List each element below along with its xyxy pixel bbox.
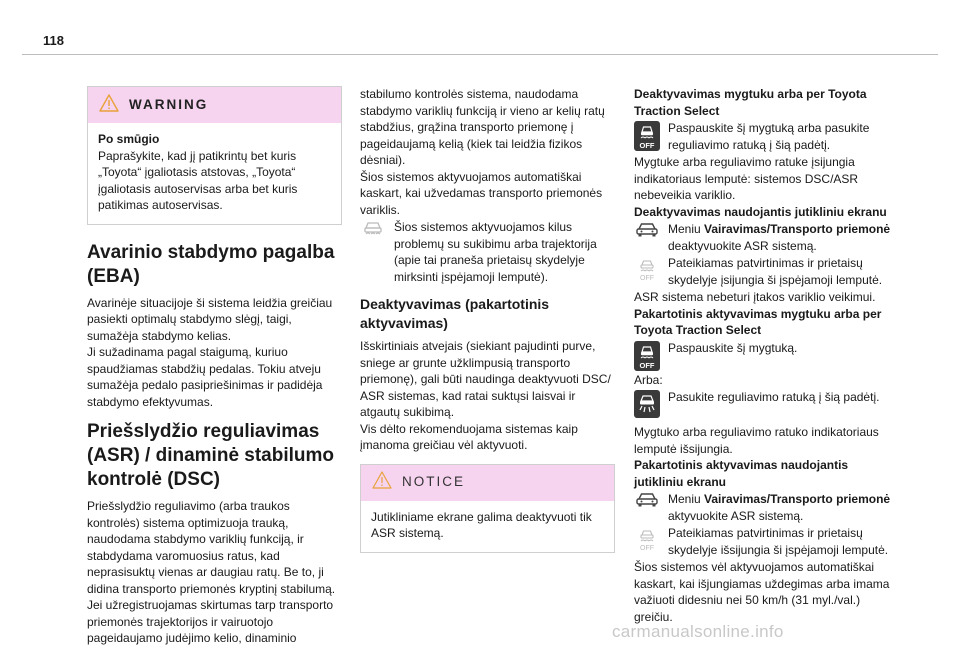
press-button-text: Paspauskite šį mygtuką. [668,340,798,355]
deactivation-paragraph-lamp: Mygtuke arba reguliavimo ratuke įsijungia indikatoriaus lemputė: sistemos DSC/ASR nebeveikia variklio. [634,155,859,202]
esc-off-button-icon [634,120,660,151]
deactivation-heading: Deaktyvavimas (pakartotinis aktyvavimas) [360,296,550,331]
car-menu-icon [634,221,660,238]
asr-heading: Priešslydžio reguliavimas (ASR) / dinaminė stabilumo kontrolė (DSC) [87,421,335,490]
notice-box [360,464,615,553]
or-text: Arba: [634,372,663,387]
asr-no-effect-text: ASR sistema nebeturi įtakos variklio veikimui. [634,290,876,304]
off-lamp-off-row [634,525,892,558]
off-lamp-on-text: Pateikiamas patvirtinimas ir prietaisų skydelyje įsijungia ši įspėjamoji lemputė. [668,256,883,287]
eba-paragraph-2: Ji sužadinama pagal staigumą, kuriuo spaudžiamas stabdžių pedalas. Tokiu atveju sumažėja pedalo pasipriešinimas ir padidėja stabdymo efektyvumas. [87,345,323,409]
warning-triangle-icon [99,94,119,117]
touchscreen-deactivation-heading: Deaktyvavimas naudojantis jutikliniu ekranu [634,204,887,219]
esc-off-button-row [634,120,892,153]
page-number: 118 [43,33,64,48]
touchscreen-reactivation-heading: Pakartotinis aktyvavimas naudojantis jutikliniu ekranu [634,458,849,489]
warning-text: Paprašykite, kad jį patikrintų bet kuris „Toyota“ įgaliotasis atstovas, „Toyota“ įgaliotasis autoservisas arba bet kuris patikimas autoservisas. [98,148,298,212]
selector-position-text: Pasukite reguliavimo ratuką į šią padėtį. [668,390,880,404]
notice-header [361,465,614,501]
esc-off-button-row-2 [634,340,892,371]
menu-deactivate-text: Meniu Vairavimas/Transporto priemonė deaktyvuokite ASR sistemą. [668,222,891,253]
car-menu-icon [634,491,660,508]
warning-box [87,86,342,225]
eba-heading: Avarinio stabdymo pagalba (EBA) [87,241,335,287]
off-lamp-on-row [634,255,892,288]
esc-off-lamp-icon [634,255,660,282]
asr-paragraph-2-continued: stabilumo kontrolės sistema, naudodama stabdymo variklių funkciją ir vieno ar kelių ratų stabdžius, grąžina transporto priemonę į pageidaujamą kelią (kiek tai leidžia fizikos dėsniai). [360,87,605,167]
warning-header [88,87,341,123]
esc-off-button-text: Paspauskite šį mygtuką arba pasukite reguliavimo ratuką į šią padėtį. [668,121,870,152]
menu-driving-row [634,221,892,254]
traction-mode-icon [634,389,660,418]
off-lamp-off-text: Pateikiamas patvirtinimas ir prietaisų skydelyje išsijungia ši įspėjamoji lemputė. [668,526,889,557]
deactivation-button-heading: Deaktyvavimas mygtuku arba per Toyota Traction Select [634,87,867,118]
column-1 [87,86,342,647]
warning-lead: Po smūgio [98,132,160,146]
svg-text:OFF: OFF [640,545,654,552]
skid-warning-lamp-icon [360,219,386,238]
header-divider [22,54,938,55]
svg-text:OFF: OFF [639,360,655,370]
notice-title: NOTICE [402,474,466,490]
lamp-off-text: Mygtuko arba reguliavimo ratuko indikatoriaus lemputė išsijungia. [634,425,879,456]
esc-off-button-icon [634,340,660,371]
asr-paragraph-1: Priešslydžio reguliavimo (arba traukos kontrolės) sistema optimizuoja trauką, naudodama stabdymo variklių funkciją, ir stabdydama varomuosius ratus, kad neprasisuktų vienas ar daugiau ratų. Be to, ji didina transporto priemonės kryptinį stabilumą. [87,499,336,596]
notice-triangle-icon [372,471,392,494]
menu-activate-text: Meniu Vairavimas/Transporto priemonė aktyvuokite ASR sistemą. [668,492,891,523]
reactivation-button-heading: Pakartotinis aktyvavimas mygtuku arba per Toyota Traction Select [634,306,882,337]
asr-paragraph-3: Šios sistemos aktyvuojamos automatiškai kaskart, kai užvedamas transporto priemonės variklis. [360,169,603,217]
auto-reactivation-text: Šios sistemos vėl aktyvuojamos automatiškai kaskart, kai išjungiamas uždegimas arba imama važiuoti didesniu nei 50 km/h (31 myl./val.) greičiu. [634,560,890,624]
warning-title: WARNING [129,96,209,112]
menu-driving-row-2 [634,491,892,524]
svg-text:OFF: OFF [639,141,655,150]
asr-warning-lamp-text: Šios sistemos aktyvuojamos kilus problemų su sukibimu arba trajektorija (apie tai praneša prietaisų skydelyje mirksinti įspėjamoji lemputė). [394,220,597,284]
watermark: carmanualsonline.info [612,622,784,641]
selector-position-row [634,389,892,418]
eba-paragraph-1: Avarinėje situacijoje ši sistema leidžia greičiau pasiekti optimalų stabdymo slėgį, taigi, sumažėja stabdymo kelias. [87,295,333,343]
asr-paragraph-2: Jei užregistruojamas skirtumas tarp transporto priemonės trajektorijos ir vairuotojo pageidaujamo judėjimo kelio, dinaminio [87,598,334,645]
svg-text:OFF: OFF [640,275,654,282]
deactivation-paragraph-2: Vis dėlto rekomenduojama sistemas kaip įmanoma greičiau vėl aktyvuoti. [360,421,578,452]
column-3 [634,86,892,625]
deactivation-paragraph-1: Išskirtiniais atvejais (siekiant pajudinti purve, sniege ar grunte užklimpusią transporto priemonę), gali būti naudinga deaktyvuoti DSC/ ASR sistemas, kad ratai suktųsi laisvai ir atgautų sukibimą. [360,339,611,419]
esc-off-lamp-icon [634,525,660,552]
asr-warning-lamp-row [360,219,615,285]
column-2 [360,86,615,569]
notice-text: Jutikliniame ekrane galima deaktyvuoti tik ASR sistemą. [371,509,592,540]
